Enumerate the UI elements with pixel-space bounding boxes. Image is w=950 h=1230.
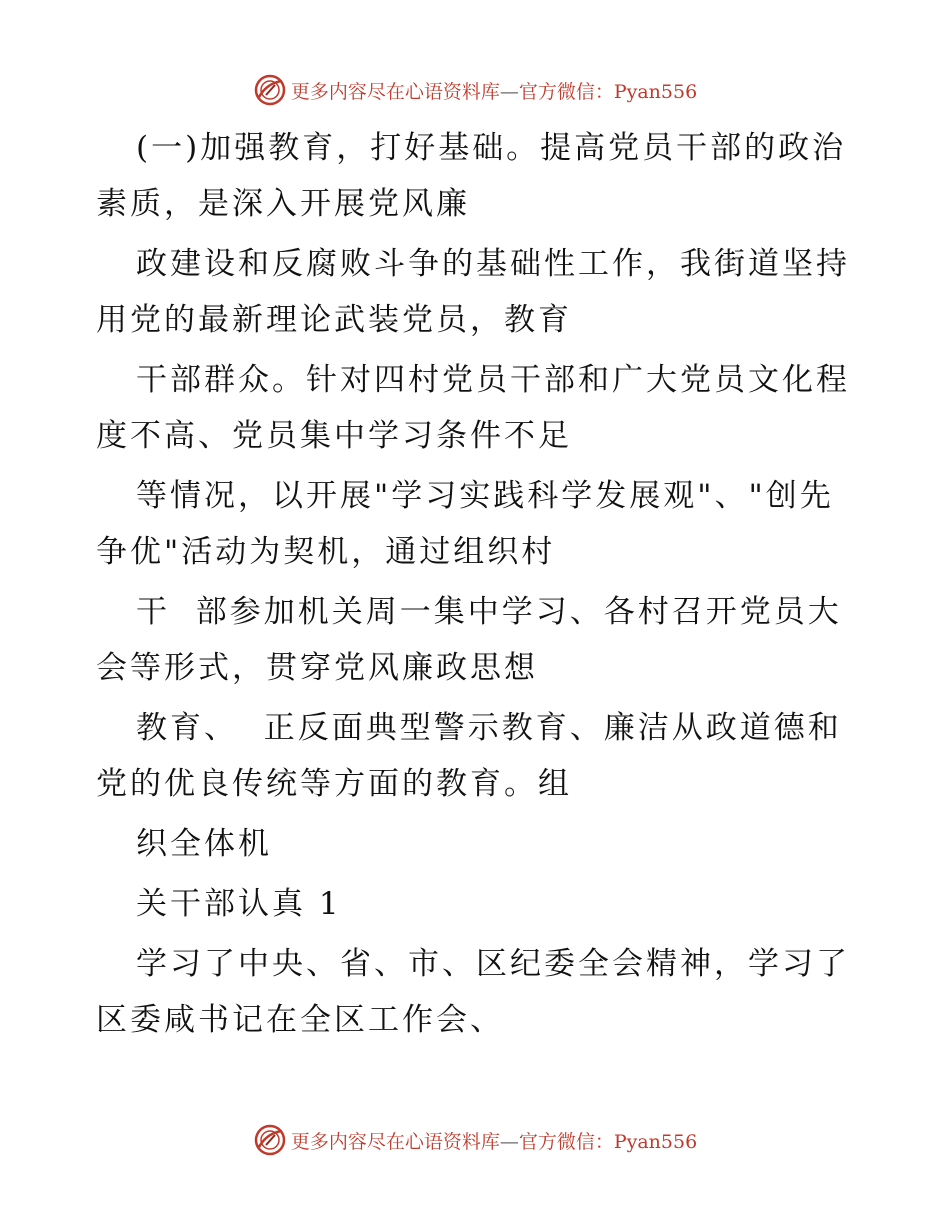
text-line: 区委咸书记在全区工作会、 (96, 1002, 504, 1038)
text-line: 度不高、党员集中学习条件不足 (96, 418, 572, 454)
text-line: (一)加强教育，打好基础。提高党员干部的政治 (136, 130, 847, 166)
text-line: 政建设和反腐败斗争的基础性工作，我街道坚持 (136, 246, 850, 282)
header-banner-text: 更多内容尽在心语资料库—官方微信：Pyan556 (290, 80, 698, 103)
logo-icon (253, 73, 287, 107)
header-watermark-banner (0, 70, 950, 110)
text-line: 织全体机 (136, 826, 272, 862)
footer-banner-text: 更多内容尽在心语资料库—官方微信：Pyan556 (290, 1130, 698, 1153)
text-line: 干部群众。针对四村党员干部和广大党员文化程 (136, 362, 850, 398)
text-line: 党的优良传统等方面的教育。组 (96, 766, 572, 802)
logo-icon (253, 1123, 287, 1157)
text-line: 教育、 正反面典型警示教育、廉洁从政道德和 (136, 710, 842, 746)
text-line: 争优"活动为契机，通过组织村 (96, 534, 556, 570)
text-line: 素质，是深入开展党风廉 (96, 186, 470, 222)
footer-watermark-banner (0, 1120, 950, 1160)
text-line: 关干部认真 1 (136, 886, 342, 922)
text-line: 干 部参加机关周一集中学习、各村召开党员大 (136, 594, 842, 630)
text-line: 用党的最新理论武装党员，教育 (96, 302, 572, 338)
text-line: 会等形式，贯穿党风廉政思想 (96, 650, 538, 686)
text-line: 等情况，以开展"学习实践科学发展观"、"创先 (136, 478, 834, 514)
text-line: 学习了中央、省、市、区纪委全会精神，学习了 (136, 946, 850, 982)
